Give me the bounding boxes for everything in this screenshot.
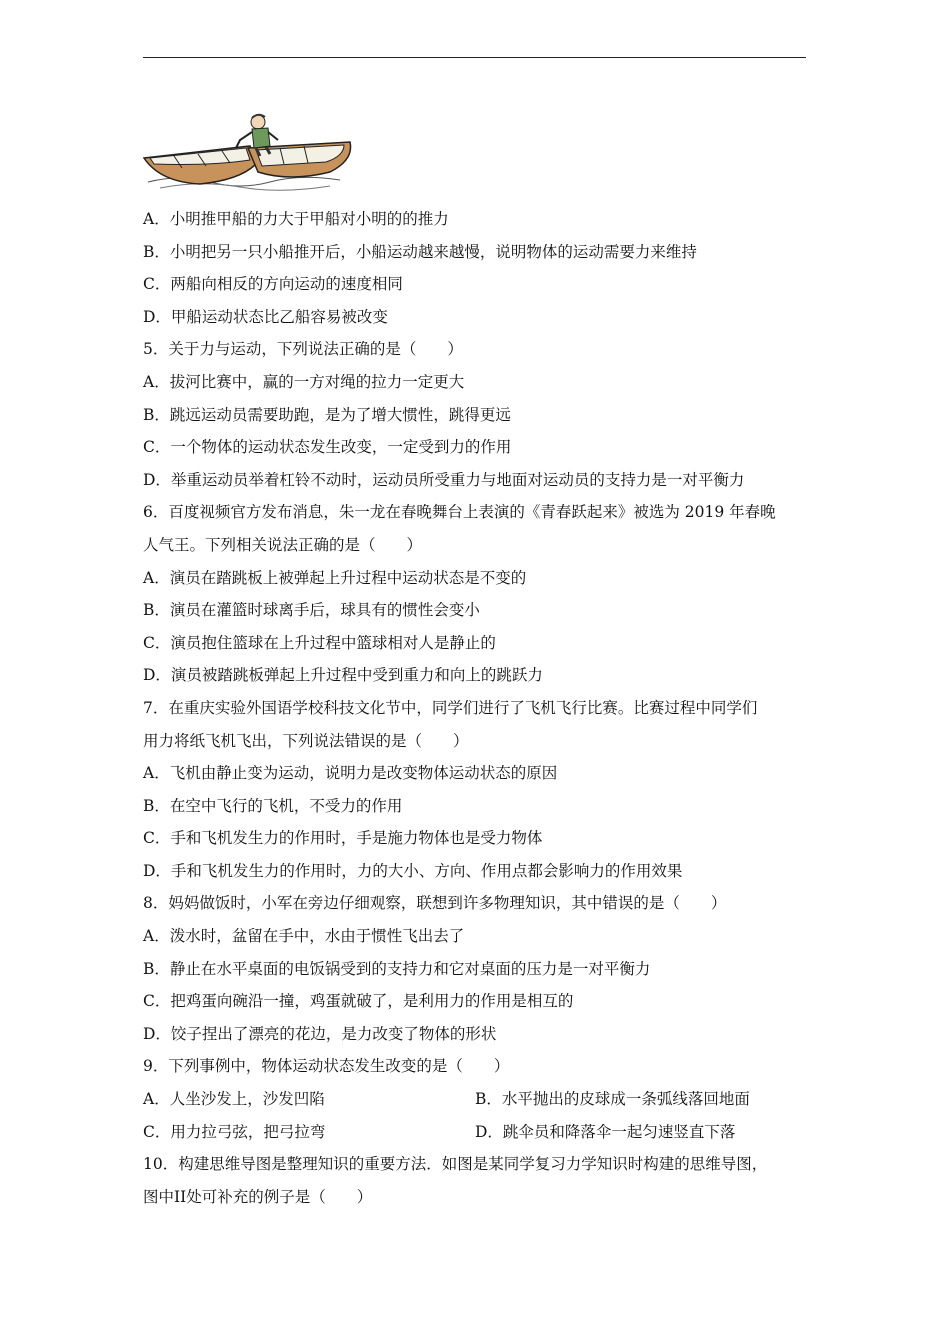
q8-option-b: B．静止在水平桌面的电饭锅受到的支持力和它对桌面的压力是一对平衡力 — [143, 959, 651, 978]
q10-stem-line2: 图中II处可补充的例子是（ ） — [143, 1187, 373, 1206]
q7-option-d: D．手和飞机发生力的作用时，力的大小、方向、作用点都会影响力的作用效果 — [143, 861, 683, 880]
q8-stem: 8．妈妈做饭时，小军在旁边仔细观察，联想到许多物理知识，其中错误的是（ ） — [143, 894, 727, 913]
q4-option-b: B．小明把另一只小船推开后，小船运动越来越慢，说明物体的运动需要力来维持 — [143, 242, 697, 261]
q7-option-b: B．在空中飞行的飞机，不受力的作用 — [143, 796, 403, 815]
q6-stem-line1: 6．百度视频官方发布消息，朱一龙在春晚舞台上表演的《青春跃起来》被选为 2019 年春晚 — [143, 503, 776, 522]
q9-option-a: A．人坐沙发上，沙发凹陷 — [143, 1090, 325, 1109]
q5-option-a: A．拔河比赛中，赢的一方对绳的拉力一定更大 — [143, 372, 465, 391]
q5-stem: 5．关于力与运动，下列说法正确的是（ ） — [143, 340, 463, 359]
q6-option-d: D．演员被踏跳板弹起上升过程中受到重力和向上的跳跃力 — [143, 666, 543, 685]
q8-option-d: D．饺子捏出了漂亮的花边，是力改变了物体的形状 — [143, 1024, 497, 1043]
q7-stem-line2: 用力将纸飞机飞出，下列说法错误的是（ ） — [143, 731, 469, 750]
q4-option-a: A．小明推甲船的力大于甲船对小明的的推力 — [143, 210, 449, 228]
q5-option-b: B．跳远运动员需要助跑，是为了增大惯性，跳得更远 — [143, 405, 511, 424]
q7-option-a: A．飞机由静止变为运动，说明力是改变物体运动状态的原因 — [143, 764, 558, 783]
q9-option-c: C．用力拉弓弦，把弓拉弯 — [143, 1122, 326, 1141]
q6-option-c: C．演员抱住篮球在上升过程中篮球相对人是静止的 — [143, 633, 496, 652]
header-rule — [143, 57, 806, 58]
q9-options-row2 — [143, 1116, 808, 1149]
q9-option-d: D．跳伞员和降落伞一起匀速竖直下落 — [475, 1122, 736, 1141]
q6-option-b: B．演员在灌篮时球离手后，球具有的惯性会变小 — [143, 601, 480, 620]
q5-option-d: D．举重运动员举着杠铃不动时，运动员所受重力与地面对运动员的支持力是一对平衡力 — [143, 470, 745, 489]
q9-stem: 9．下列事例中，物体运动状态发生改变的是（ ） — [143, 1057, 510, 1076]
boats-illustration — [140, 110, 355, 195]
q10-stem-line1: 10．构建思维导图是整理知识的重要方法．如图是某同学复习力学知识时构建的思维导图， — [143, 1155, 768, 1174]
q4-option-c: C．两船向相反的方向运动的速度相同 — [143, 275, 403, 294]
q6-option-a: A．演员在踏跳板上被弹起上升过程中运动状态是不变的 — [143, 568, 527, 587]
question-list — [143, 203, 808, 1213]
q7-stem-line1: 7．在重庆实验外国语学校科技文化节中，同学们进行了飞机飞行比赛。比赛过程中同学们 — [143, 698, 758, 717]
q7-option-c: C．手和飞机发生力的作用时，手是施力物体也是受力物体 — [143, 829, 543, 848]
q9-options-row1 — [143, 1083, 808, 1116]
q8-option-a: A．泼水时，盆留在手中，水由于惯性飞出去了 — [143, 927, 465, 946]
q8-option-c: C．把鸡蛋向碗沿一撞，鸡蛋就破了，是利用力的作用是相互的 — [143, 992, 574, 1011]
q4-option-d: D．甲船运动状态比乙船容易被改变 — [143, 307, 388, 326]
q9-option-b: B．水平抛出的皮球成一条弧线落回地面 — [475, 1090, 750, 1109]
q6-stem-line2: 人气王。下列相关说法正确的是（ ） — [143, 535, 423, 554]
q5-option-c: C．一个物体的运动状态发生改变，一定受到力的作用 — [143, 438, 512, 457]
